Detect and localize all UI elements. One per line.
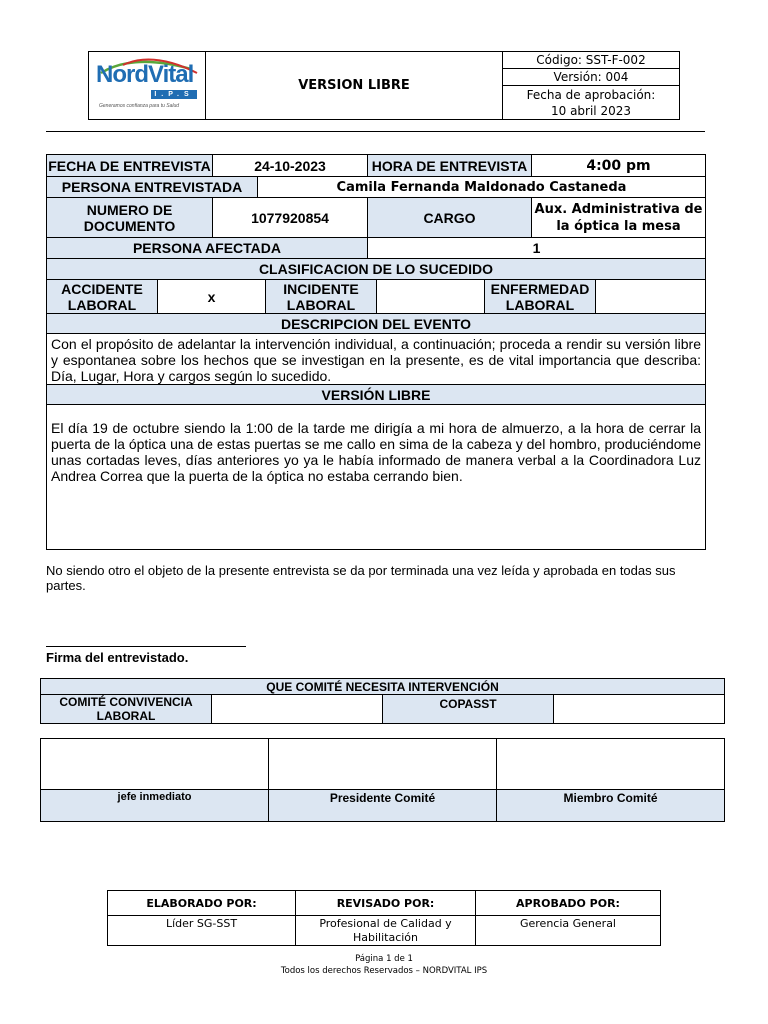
rights-text: Todos los derechos Reservados – NORDVITAL IPS: [280, 966, 488, 976]
hora-label: HORA DE ENTREVISTA: [367, 154, 532, 177]
doc-approval: [502, 85, 680, 120]
signature-label: Firma del entrevistado.: [46, 650, 189, 665]
document-title: VERSION LIBRE: [205, 51, 503, 120]
miembro-sign-space: [496, 738, 725, 790]
aprobado-value: Gerencia General: [475, 915, 661, 946]
convivencia-value: [211, 694, 383, 724]
fecha-label: FECHA DE ENTREVISTA: [46, 154, 213, 177]
afectada-label: PERSONA AFECTADA: [46, 237, 368, 259]
copasst-label: COPASST: [382, 694, 554, 724]
presidente-label: Presidente Comité: [268, 789, 497, 822]
signature-line: [46, 646, 246, 647]
accidente-value: x: [157, 279, 266, 314]
presidente-sign-space: [268, 738, 497, 790]
doc-code: Código: SST-F-002: [502, 51, 680, 69]
documento-label: NUMERO DE DOCUMENTO: [46, 197, 213, 238]
persona-value: Camila Fernanda Maldonado Castaneda: [257, 176, 706, 198]
logo-brand: NordVital: [96, 60, 194, 88]
fecha-value: 24-10-2023: [212, 154, 368, 177]
version-text: El día 19 de octubre siendo la 1:00 de la tarde me dirigía a mi hora de almuerzo, a la hora de cerrar la puerta de la óptica una de estas puertas se me callo en sima de la cabeza y del hombro, produciéndome unas cortadas leves, días anteriores yo ya le había informado de manera verbal a la Coordinadora Luz Andrea Correa que la puerta de la óptica no estaba cerrando bien.: [51, 420, 701, 484]
documento-value: 1077920854: [212, 197, 368, 238]
nordvital-logo: [93, 55, 201, 117]
incidente-value: [376, 279, 485, 314]
version-title: VERSIÓN LIBRE: [46, 384, 706, 405]
closing-text: No siendo otro el objeto de la presente entrevista se da por terminada una vez leída y aprobada en todas sus partes.: [46, 563, 676, 593]
persona-label: PERSONA ENTREVISTADA: [46, 176, 258, 198]
accidente-label: ACCIDENTE LABORAL: [46, 279, 158, 314]
cargo-value: Aux. Administrativa de la óptica la mesa: [531, 197, 706, 238]
miembro-label: Miembro Comité: [496, 789, 725, 822]
afectada-value: 1: [367, 237, 706, 259]
version-cell: [46, 404, 706, 550]
cargo-label: CARGO: [367, 197, 532, 238]
hora-value: 4:00 pm: [531, 154, 706, 177]
header-logo-cell: [88, 51, 206, 120]
incidente-label: INCIDENTE LABORAL: [265, 279, 377, 314]
descripcion-cell: [46, 333, 706, 385]
doc-version: Versión: 004: [502, 68, 680, 86]
aprobado-label: APROBADO POR:: [475, 890, 661, 916]
descripcion-title: DESCRIPCION DEL EVENTO: [46, 313, 706, 334]
elaborado-label: ELABORADO POR:: [107, 890, 296, 916]
convivencia-label: COMITÉ CONVIVENCIA LABORAL: [40, 694, 212, 724]
elaborado-value: Líder SG-SST: [107, 915, 296, 946]
approval-label: Fecha de aprobación:: [526, 87, 656, 102]
committee-title: QUE COMITÉ NECESITA INTERVENCIÓN: [40, 678, 725, 695]
clasificacion-title: CLASIFICACION DE LO SUCEDIDO: [46, 258, 706, 280]
revisado-value: Profesional de Calidad y Habilitación: [295, 915, 476, 946]
descripcion-text: Con el propósito de adelantar la intervención individual, a continuación; proceda a rendir su versión libre y espontanea sobre los hechos que se investigan en la presente, es de vital importancia que describa: Día, Lugar, Hora y cargos según lo sucedido.: [51, 336, 701, 384]
page-number: Página 1 de 1: [355, 954, 413, 964]
enfermedad-value: [595, 279, 706, 314]
revisado-label: REVISADO POR:: [295, 890, 476, 916]
jefe-label: jefe inmediato: [40, 789, 269, 822]
header-divider: [46, 131, 705, 132]
approval-date: 10 abril 2023: [550, 103, 631, 118]
enfermedad-label: ENFERMEDAD LABORAL: [484, 279, 596, 314]
logo-sub: I.P.S: [151, 90, 197, 99]
copasst-value: [553, 694, 725, 724]
logo-tagline: Generamos confianza para tu Salud: [99, 102, 180, 109]
jefe-sign-space: [40, 738, 269, 790]
